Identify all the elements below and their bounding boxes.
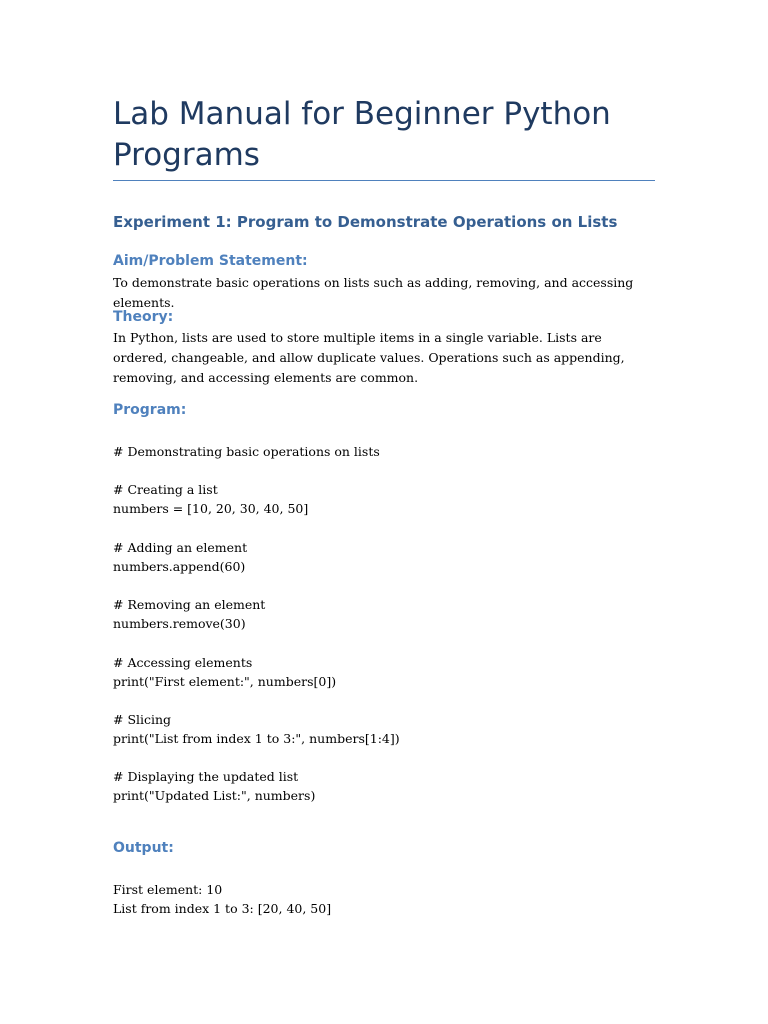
code-statement-line: print("Updated List:", numbers) [113, 788, 316, 803]
output-line: List from index 1 to 3: [20, 40, 50] [113, 901, 332, 916]
code-comment-line: # Displaying the updated list [113, 769, 299, 784]
document-title: Lab Manual for Beginner Python Programs [113, 96, 611, 173]
title-underline-rule [113, 180, 655, 181]
code-comment-line: # Creating a list [113, 482, 218, 497]
code-statement-line: print("List from index 1 to 3:", numbers[1:4]) [113, 731, 400, 746]
code-comment-line: # Demonstrating basic operations on lists [113, 444, 380, 459]
code-statement-line: print("First element:", numbers[0]) [113, 674, 337, 689]
theory-heading: Theory: [113, 309, 174, 325]
experiment-heading: Experiment 1: Program to Demonstrate Operations on Lists [113, 213, 618, 231]
code-comment-line: # Removing an element [113, 597, 266, 612]
code-statement-line: numbers = [10, 20, 30, 40, 50] [113, 501, 309, 516]
code-comment-line: # Adding an element [113, 540, 248, 555]
code-statement-line: numbers.remove(30) [113, 616, 246, 631]
aim-heading: Aim/Problem Statement: [113, 253, 308, 269]
aim-text: To demonstrate basic operations on lists such as adding, removing, and accessing elements. [113, 275, 634, 310]
program-heading: Program: [113, 402, 187, 418]
output-heading: Output: [113, 840, 174, 856]
code-comment-line: # Slicing [113, 712, 172, 727]
output-line: First element: 10 [113, 882, 223, 897]
code-statement-line: numbers.append(60) [113, 559, 246, 574]
theory-text: In Python, lists are used to store multiple items in a single variable. Lists are ordered, changeable, and allow duplicate values. Operations such as appending, removing, and accessing elements are common. [113, 330, 625, 385]
code-comment-line: # Accessing elements [113, 655, 253, 670]
